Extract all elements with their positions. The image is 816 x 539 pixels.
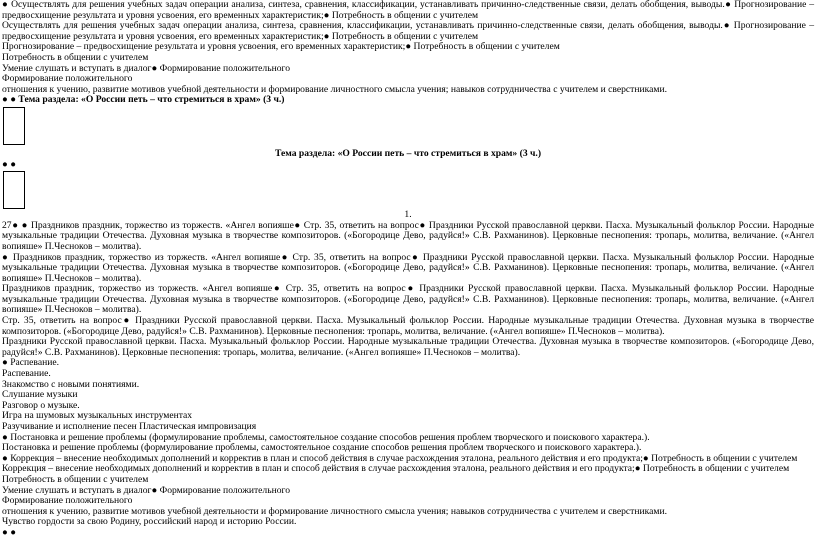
text-line: Потребность в общении с учителем: [2, 51, 149, 63]
text-line: Игра на шумовых музыкальных инструментах: [2, 410, 193, 422]
text-line: Распевание.: [2, 368, 51, 380]
text-line: Потребность в общении с учителем: [2, 473, 149, 485]
empty-table-cell: [3, 107, 25, 145]
text-line: отношения к учению, развитие мотивов учебной деятельности и формирование личностного смысла учения; навыков сотрудничества с учителем и сверстниками.: [2, 505, 668, 517]
text-line: Коррекция – внесение необходимых дополнений и корректив в план и способ действия в случае расхождения эталона, реального действия и его продукта;● Потребность в общении с учителем: [2, 463, 790, 475]
empty-table-cell: [3, 171, 25, 209]
row-number: 1.: [404, 209, 412, 221]
text-line: Осуществлять для решения учебных задач операции анализа, синтеза, сравнения, классификации, устанавливать причинно-следственные связи, делать обобщения, выводы.● Прогнозирование – предвосхищение результата и уровня усвоения, его временных характеристик;● Потребность в общении с учителем: [2, 20, 814, 42]
text-line: Знакомство с новыми понятиями.: [2, 378, 140, 390]
text-line: Праздники Русской православной церкви. Пасха. Музыкальный фольклор России. Народные музыкальные традиции Отечества. Духовная музыка в творчестве композиторов. («Богородице Дево, радуйся!» С.В. Рахманинов). Церковные песнопения: тропарь, молитва, величание. («Ангел вопияше» П.Чесноков – молитва).: [2, 336, 814, 358]
text-line: ● Коррекция – внесение необходимых дополнений и корректив в план и способ действия в случае расхождения эталона, реального действия и его продукта;● Потребность в общении с учителем: [2, 452, 798, 464]
text-line: отношения к учению, развитие мотивов учебной деятельности и формирование личностного смысла учения; навыков сотрудничества с учителем и сверстниками.: [2, 83, 668, 95]
section-title-inline: Тема раздела: «О России петь – что стремиться в храм» (3 ч.): [18, 94, 285, 106]
text-line: ● Осуществлять для решения учебных задач операции анализа, синтеза, сравнения, классификации, устанавливать причинно-следственные связи, делать обобщения, выводы.● Прогнозирование – предвосхищение результата и уровня усвоения, его временных характеристик;● Потребность в общении с учителем: [2, 0, 814, 21]
text-line: Умение слушать и вступать в диалог● Формирование положительного: [2, 62, 291, 74]
text-line: 27● ● Праздников праздник, торжество из торжеств. «Ангел вопияше● Стр. 35, ответить на вопрос● Праздники Русской православной церкви. Пасха. Музыкальный фольклор России. Народные музыкальные традиции Отечества. Духовная музыка в творчестве композиторов. («Богородице Дево, радуйся!» С.В. Рахманинов). Церковные песнопения: тропарь, молитва, величание. («Ангел вопияше» П.Чесноков – молитва).: [2, 219, 814, 252]
text-line: ● Распевание.: [2, 357, 60, 369]
text-line: Чувство гордости за свою Родину, российский народ и историю России.: [2, 516, 297, 528]
text-line: ● Постановка и решение проблемы (формулирование проблемы, самостоятельное создание способов решения проблем творческого и поискового характера.).: [2, 431, 650, 443]
text-line: Разговор о музыке.: [2, 399, 80, 411]
bullet-marks: ● ●: [2, 526, 16, 538]
text-line: Разучивание и исполнение песен Пластическая импровизация: [2, 421, 257, 432]
section-heading-inline: [2, 95, 814, 106]
text-line: Слушание музыки: [2, 389, 78, 401]
bullet-marks: ● ●: [2, 94, 16, 106]
bullet-marks: ● ●: [2, 158, 16, 170]
text-line: Умение слушать и вступать в диалог● Формирование положительного: [2, 484, 291, 496]
text-line: Прогнозирование – предвосхищение результата и уровня усвоения, его временных характеристик;● Потребность в общении с учителем: [2, 41, 560, 53]
text-line: Постановка и решение проблемы (формулирование проблемы, самостоятельное создание способов решения проблем творческого и поискового характера.).: [2, 442, 642, 454]
text-line: Праздников праздник, торжество из торжеств. «Ангел вопияше● Стр. 35, ответить на вопрос● Праздники Русской православной церкви. Пасха. Музыкальный фольклор России. Народные музыкальные традиции Отечества. Духовная музыка в творчестве композиторов. («Богородице Дево, радуйся!» С.В. Рахманинов). Церковные песнопения: тропарь, молитва, величание. («Ангел вопияше» П.Чесноков – молитва).: [2, 283, 814, 316]
text-line: Стр. 35, ответить на вопрос● Праздники Русской православной церкви. Пасха. Музыкальный фольклор России. Народные музыкальные традиции Отечества. Духовная музыка в творчестве композиторов. («Богородице Дево, радуйся!» С.В. Рахманинов). Церковные песнопения: тропарь, молитва, величание. («Ангел вопияше» П.Чесноков – молитва).: [2, 315, 814, 337]
text-line: Формирование положительного: [2, 73, 133, 85]
text-line: Формирование положительного: [2, 495, 133, 507]
section-heading: Тема раздела: «О России петь – что стремиться в храм» (3 ч.): [274, 147, 542, 159]
text-line: ● Праздников праздник, торжество из торжеств. «Ангел вопияше● Стр. 35, ответить на вопрос● Праздники Русской православной церкви. Пасха. Музыкальный фольклор России. Народные музыкальные традиции Отечества. Духовная музыка в творчестве композиторов. («Богородице Дево, радуйся!» С.В. Рахманинов). Церковные песнопения: тропарь, молитва, величание. («Ангел вопияше» П.Чесноков – молитва).: [2, 251, 814, 284]
